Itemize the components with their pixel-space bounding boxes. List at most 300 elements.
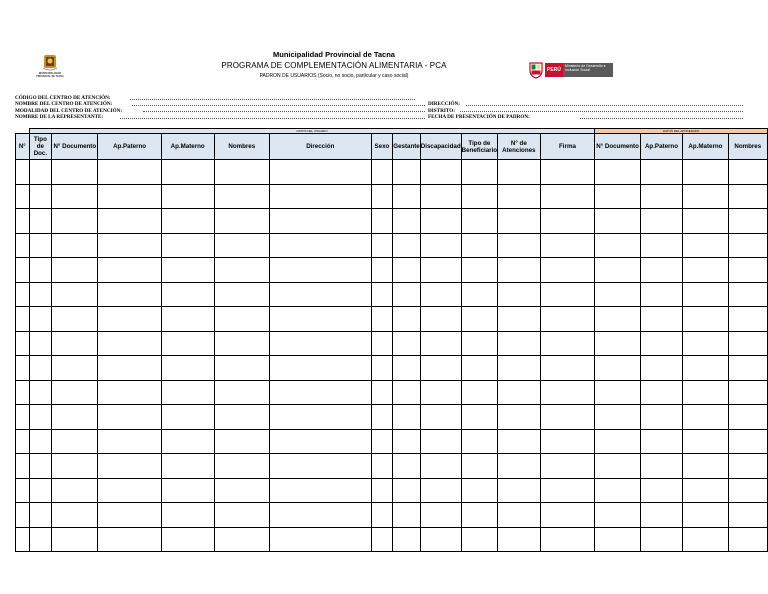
table-row xyxy=(16,160,768,185)
table-cell[interactable] xyxy=(214,405,269,430)
table-cell[interactable] xyxy=(595,233,640,258)
table-cell[interactable] xyxy=(52,429,98,454)
table-cell[interactable] xyxy=(461,160,497,185)
table-cell[interactable] xyxy=(52,503,98,528)
table-cell[interactable] xyxy=(371,209,393,234)
table-cell[interactable] xyxy=(461,233,497,258)
info-date-label: FECHA DE PRESENTACIÓN DE PADRON: xyxy=(428,114,530,121)
table-cell[interactable] xyxy=(214,331,269,356)
table-cell[interactable] xyxy=(269,356,371,381)
table-cell[interactable] xyxy=(640,307,682,332)
table-cell[interactable] xyxy=(393,356,420,381)
table-cell[interactable] xyxy=(683,233,728,258)
table-cell[interactable] xyxy=(595,454,640,479)
table-cell[interactable] xyxy=(640,184,682,209)
center-info-right xyxy=(428,95,530,121)
table-cell[interactable] xyxy=(595,184,640,209)
municipality-label: MUNICIPALIDAD xyxy=(38,71,62,75)
table-cell[interactable] xyxy=(728,331,767,356)
table-cell[interactable] xyxy=(16,258,30,283)
table-cell[interactable] xyxy=(683,527,728,552)
table-cell[interactable] xyxy=(683,405,728,430)
table-cell[interactable] xyxy=(640,527,682,552)
table-cell[interactable] xyxy=(640,282,682,307)
table-cell[interactable] xyxy=(393,307,420,332)
table-cell[interactable] xyxy=(393,478,420,503)
table-cell[interactable] xyxy=(595,478,640,503)
table-cell[interactable] xyxy=(371,331,393,356)
table-cell[interactable] xyxy=(214,184,269,209)
table-cell[interactable] xyxy=(540,160,595,185)
table-cell[interactable] xyxy=(540,380,595,405)
table-cell[interactable] xyxy=(461,356,497,381)
table-cell[interactable] xyxy=(29,503,52,528)
table-cell[interactable] xyxy=(52,356,98,381)
table-cell[interactable] xyxy=(98,503,161,528)
table-cell[interactable] xyxy=(98,527,161,552)
table-cell[interactable] xyxy=(29,331,52,356)
table-cell[interactable] xyxy=(420,331,461,356)
table-cell[interactable] xyxy=(420,380,461,405)
table-cell[interactable] xyxy=(161,282,214,307)
table-cell[interactable] xyxy=(371,380,393,405)
table-cell[interactable] xyxy=(683,478,728,503)
table-cell[interactable] xyxy=(595,209,640,234)
table-cell[interactable] xyxy=(498,405,541,430)
table-cell[interactable] xyxy=(393,454,420,479)
table-cell[interactable] xyxy=(29,184,52,209)
table-cell[interactable] xyxy=(29,405,52,430)
table-cell[interactable] xyxy=(16,405,30,430)
table-cell[interactable] xyxy=(461,307,497,332)
table-cell[interactable] xyxy=(728,380,767,405)
table-cell[interactable] xyxy=(393,527,420,552)
table-cell[interactable] xyxy=(683,307,728,332)
table-cell[interactable] xyxy=(161,380,214,405)
table-cell[interactable] xyxy=(269,527,371,552)
table-cell[interactable] xyxy=(540,356,595,381)
table-cell[interactable] xyxy=(540,184,595,209)
table-cell[interactable] xyxy=(461,503,497,528)
table-cell[interactable] xyxy=(640,331,682,356)
table-cell[interactable] xyxy=(98,282,161,307)
table-cell[interactable] xyxy=(540,331,595,356)
table-cell[interactable] xyxy=(98,454,161,479)
table-cell[interactable] xyxy=(595,331,640,356)
table-cell[interactable] xyxy=(52,380,98,405)
table-cell[interactable] xyxy=(461,405,497,430)
table-cell[interactable] xyxy=(640,478,682,503)
table-cell[interactable] xyxy=(98,233,161,258)
table-cell[interactable] xyxy=(214,429,269,454)
table-cell[interactable] xyxy=(683,429,728,454)
table-cell[interactable] xyxy=(161,209,214,234)
table-cell[interactable] xyxy=(29,307,52,332)
table-cell[interactable] xyxy=(269,454,371,479)
table-cell[interactable] xyxy=(640,405,682,430)
table-cell[interactable] xyxy=(16,356,30,381)
table-cell[interactable] xyxy=(16,184,30,209)
table-cell[interactable] xyxy=(269,380,371,405)
table-cell[interactable] xyxy=(683,331,728,356)
table-cell[interactable] xyxy=(461,258,497,283)
table-cell[interactable] xyxy=(371,478,393,503)
table-body xyxy=(16,160,768,552)
table-cell[interactable] xyxy=(214,160,269,185)
col-doc-type: Tipo de Doc. xyxy=(29,134,52,160)
table-cell[interactable] xyxy=(595,258,640,283)
table-cell[interactable] xyxy=(728,478,767,503)
table-cell[interactable] xyxy=(683,184,728,209)
table-cell[interactable] xyxy=(52,184,98,209)
table-cell[interactable] xyxy=(16,527,30,552)
table-cell[interactable] xyxy=(214,258,269,283)
table-cell[interactable] xyxy=(498,258,541,283)
table-cell[interactable] xyxy=(393,380,420,405)
table-cell[interactable] xyxy=(540,429,595,454)
info-district-label: DISTRITO: xyxy=(428,107,456,114)
table-cell[interactable] xyxy=(371,356,393,381)
table-cell[interactable] xyxy=(683,454,728,479)
table-cell[interactable] xyxy=(52,454,98,479)
col-apoderado-materno: Ap.Materno xyxy=(683,134,728,160)
table-cell[interactable] xyxy=(371,527,393,552)
table-cell[interactable] xyxy=(52,233,98,258)
table-cell[interactable] xyxy=(16,503,30,528)
table-cell[interactable] xyxy=(420,503,461,528)
table-cell[interactable] xyxy=(595,405,640,430)
table-cell[interactable] xyxy=(728,527,767,552)
table-cell[interactable] xyxy=(728,160,767,185)
table-cell[interactable] xyxy=(683,209,728,234)
table-cell[interactable] xyxy=(461,282,497,307)
table-cell[interactable] xyxy=(16,160,30,185)
table-cell[interactable] xyxy=(161,184,214,209)
table-cell[interactable] xyxy=(498,233,541,258)
table-cell[interactable] xyxy=(16,429,30,454)
table-cell[interactable] xyxy=(371,184,393,209)
table-cell[interactable] xyxy=(393,405,420,430)
table-cell[interactable] xyxy=(498,454,541,479)
table-cell[interactable] xyxy=(98,307,161,332)
table-cell[interactable] xyxy=(29,282,52,307)
table-cell[interactable] xyxy=(161,527,214,552)
table-cell[interactable] xyxy=(540,527,595,552)
table-cell[interactable] xyxy=(161,478,214,503)
table-cell[interactable] xyxy=(420,160,461,185)
table-cell[interactable] xyxy=(461,478,497,503)
table-cell[interactable] xyxy=(371,307,393,332)
table-cell[interactable] xyxy=(498,331,541,356)
table-cell[interactable] xyxy=(371,454,393,479)
table-cell[interactable] xyxy=(269,429,371,454)
table-cell[interactable] xyxy=(16,478,30,503)
table-cell[interactable] xyxy=(98,405,161,430)
table-cell[interactable] xyxy=(98,478,161,503)
center-info-left xyxy=(15,95,122,121)
table-cell[interactable] xyxy=(498,282,541,307)
table-cell[interactable] xyxy=(683,356,728,381)
table-cell[interactable] xyxy=(683,380,728,405)
table-cell[interactable] xyxy=(98,160,161,185)
org-name: Municipalidad Provincial de Tacna xyxy=(273,50,395,59)
table-cell[interactable] xyxy=(728,454,767,479)
table-cell[interactable] xyxy=(29,356,52,381)
table-cell[interactable] xyxy=(29,160,52,185)
ministry-logo xyxy=(529,61,615,79)
table-cell[interactable] xyxy=(595,307,640,332)
table-cell[interactable] xyxy=(52,209,98,234)
table-cell[interactable] xyxy=(16,209,30,234)
table-cell[interactable] xyxy=(420,233,461,258)
table-cell[interactable] xyxy=(540,405,595,430)
table-cell[interactable] xyxy=(214,356,269,381)
table-cell[interactable] xyxy=(461,380,497,405)
table-cell[interactable] xyxy=(161,503,214,528)
table-cell[interactable] xyxy=(728,405,767,430)
table-cell[interactable] xyxy=(393,331,420,356)
ministry-label: Ministerio de Desarrollo e Inclusión Social xyxy=(563,63,613,77)
col-nombres: Nombres xyxy=(214,134,269,160)
table-cell[interactable] xyxy=(269,478,371,503)
table-cell[interactable] xyxy=(498,503,541,528)
col-gestante: Gestante xyxy=(393,134,420,160)
table-cell[interactable] xyxy=(498,209,541,234)
table-cell[interactable] xyxy=(728,307,767,332)
table-cell[interactable] xyxy=(595,160,640,185)
table-cell[interactable] xyxy=(371,258,393,283)
table-cell[interactable] xyxy=(29,380,52,405)
table-cell[interactable] xyxy=(393,184,420,209)
table-cell[interactable] xyxy=(498,160,541,185)
table-cell[interactable] xyxy=(728,184,767,209)
table-cell[interactable] xyxy=(683,258,728,283)
table-cell[interactable] xyxy=(98,380,161,405)
table-cell[interactable] xyxy=(52,478,98,503)
info-date-line xyxy=(428,114,530,120)
table-cell[interactable] xyxy=(640,503,682,528)
table-cell[interactable] xyxy=(640,209,682,234)
table-cell[interactable] xyxy=(640,429,682,454)
table-cell[interactable] xyxy=(371,160,393,185)
table-cell[interactable] xyxy=(16,282,30,307)
table-cell[interactable] xyxy=(98,258,161,283)
table-cell[interactable] xyxy=(420,454,461,479)
table-cell[interactable] xyxy=(461,454,497,479)
table-cell[interactable] xyxy=(640,160,682,185)
table-cell[interactable] xyxy=(29,478,52,503)
table-cell[interactable] xyxy=(161,429,214,454)
table-cell[interactable] xyxy=(728,209,767,234)
table-cell[interactable] xyxy=(498,527,541,552)
table-cell[interactable] xyxy=(214,503,269,528)
table-cell[interactable] xyxy=(214,380,269,405)
table-cell[interactable] xyxy=(371,233,393,258)
table-cell[interactable] xyxy=(683,282,728,307)
table-cell[interactable] xyxy=(420,258,461,283)
table-cell[interactable] xyxy=(595,356,640,381)
table-cell[interactable] xyxy=(420,307,461,332)
table-cell[interactable] xyxy=(98,356,161,381)
table-cell[interactable] xyxy=(52,307,98,332)
col-apoderado-nombres: Nombres xyxy=(728,134,767,160)
table-cell[interactable] xyxy=(420,405,461,430)
info-modality-field xyxy=(143,111,425,112)
table-cell[interactable] xyxy=(640,258,682,283)
table-cell[interactable] xyxy=(420,478,461,503)
table-cell[interactable] xyxy=(52,331,98,356)
table-cell[interactable] xyxy=(728,233,767,258)
table-cell[interactable] xyxy=(29,258,52,283)
table-cell[interactable] xyxy=(595,503,640,528)
table-cell[interactable] xyxy=(498,356,541,381)
table-cell[interactable] xyxy=(214,527,269,552)
table-cell[interactable] xyxy=(269,331,371,356)
table-cell[interactable] xyxy=(540,209,595,234)
table-cell[interactable] xyxy=(498,307,541,332)
table-cell[interactable] xyxy=(16,233,30,258)
table-cell[interactable] xyxy=(269,282,371,307)
table-cell[interactable] xyxy=(461,527,497,552)
table-cell[interactable] xyxy=(640,454,682,479)
table-cell[interactable] xyxy=(269,209,371,234)
table-cell[interactable] xyxy=(269,503,371,528)
table-cell[interactable] xyxy=(371,282,393,307)
municipality-sublabel: PROVINCIAL DE TACNA xyxy=(36,75,64,79)
table-cell[interactable] xyxy=(540,258,595,283)
table-cell[interactable] xyxy=(393,503,420,528)
table-cell[interactable] xyxy=(269,160,371,185)
info-date-field xyxy=(580,118,743,119)
table-cell[interactable] xyxy=(540,282,595,307)
table-row xyxy=(16,380,768,405)
table-cell[interactable] xyxy=(728,356,767,381)
table-cell[interactable] xyxy=(161,258,214,283)
table-cell[interactable] xyxy=(393,258,420,283)
table-cell[interactable] xyxy=(98,331,161,356)
table-cell[interactable] xyxy=(595,380,640,405)
peru-shield-icon xyxy=(529,62,543,79)
table-cell[interactable] xyxy=(98,429,161,454)
table-cell[interactable] xyxy=(420,209,461,234)
table-cell[interactable] xyxy=(29,233,52,258)
table-cell[interactable] xyxy=(214,454,269,479)
table-cell[interactable] xyxy=(420,527,461,552)
table-cell[interactable] xyxy=(420,429,461,454)
table-cell[interactable] xyxy=(540,233,595,258)
table-cell[interactable] xyxy=(16,454,30,479)
table-cell[interactable] xyxy=(640,380,682,405)
table-cell[interactable] xyxy=(52,405,98,430)
table-cell[interactable] xyxy=(498,478,541,503)
table-cell[interactable] xyxy=(29,209,52,234)
table-cell[interactable] xyxy=(52,527,98,552)
table-cell[interactable] xyxy=(161,331,214,356)
table-cell[interactable] xyxy=(161,356,214,381)
table-cell[interactable] xyxy=(214,233,269,258)
table-cell[interactable] xyxy=(269,405,371,430)
table-cell[interactable] xyxy=(540,307,595,332)
table-cell[interactable] xyxy=(214,282,269,307)
table-cell[interactable] xyxy=(420,356,461,381)
table-cell[interactable] xyxy=(161,160,214,185)
table-cell[interactable] xyxy=(214,307,269,332)
table-cell[interactable] xyxy=(371,429,393,454)
group-apoderado: DATOS DEL APODERADO xyxy=(595,129,768,134)
table-cell[interactable] xyxy=(16,380,30,405)
table-cell[interactable] xyxy=(640,233,682,258)
table-cell[interactable] xyxy=(29,527,52,552)
table-cell[interactable] xyxy=(214,209,269,234)
table-cell[interactable] xyxy=(420,184,461,209)
table-cell[interactable] xyxy=(683,160,728,185)
table-cell[interactable] xyxy=(728,429,767,454)
table-cell[interactable] xyxy=(461,209,497,234)
table-cell[interactable] xyxy=(98,209,161,234)
table-cell[interactable] xyxy=(52,282,98,307)
table-cell[interactable] xyxy=(161,307,214,332)
table-cell[interactable] xyxy=(371,405,393,430)
table-cell[interactable] xyxy=(29,429,52,454)
table-cell[interactable] xyxy=(161,454,214,479)
table-cell[interactable] xyxy=(269,258,371,283)
table-cell[interactable] xyxy=(540,478,595,503)
info-code-field xyxy=(130,99,415,100)
table-cell[interactable] xyxy=(728,258,767,283)
table-cell[interactable] xyxy=(371,503,393,528)
table-cell[interactable] xyxy=(393,282,420,307)
col-number: N° xyxy=(16,134,30,160)
table-cell[interactable] xyxy=(461,429,497,454)
table-cell[interactable] xyxy=(269,233,371,258)
table-cell[interactable] xyxy=(595,282,640,307)
table-cell[interactable] xyxy=(461,331,497,356)
table-cell[interactable] xyxy=(728,282,767,307)
table-cell[interactable] xyxy=(269,307,371,332)
table-cell[interactable] xyxy=(683,503,728,528)
table-cell[interactable] xyxy=(595,429,640,454)
beneficiary-table xyxy=(15,128,768,552)
table-cell[interactable] xyxy=(595,527,640,552)
table-cell[interactable] xyxy=(393,429,420,454)
table-cell[interactable] xyxy=(393,233,420,258)
table-cell[interactable] xyxy=(540,454,595,479)
table-cell[interactable] xyxy=(461,184,497,209)
table-cell[interactable] xyxy=(52,160,98,185)
table-cell[interactable] xyxy=(540,503,595,528)
table-cell[interactable] xyxy=(269,184,371,209)
table-cell[interactable] xyxy=(16,331,30,356)
municipality-logo xyxy=(30,52,70,82)
table-cell[interactable] xyxy=(161,233,214,258)
table-cell[interactable] xyxy=(498,184,541,209)
table-cell[interactable] xyxy=(29,454,52,479)
col-tipo-beneficiario: Tipo de Beneficiario xyxy=(461,134,497,160)
table-cell[interactable] xyxy=(161,405,214,430)
table-cell[interactable] xyxy=(214,478,269,503)
table-cell[interactable] xyxy=(16,307,30,332)
info-rep-line xyxy=(15,114,122,120)
table-cell[interactable] xyxy=(98,184,161,209)
table-cell[interactable] xyxy=(52,258,98,283)
table-cell[interactable] xyxy=(393,209,420,234)
table-cell[interactable] xyxy=(420,282,461,307)
table-cell[interactable] xyxy=(640,356,682,381)
table-cell[interactable] xyxy=(498,429,541,454)
table-cell[interactable] xyxy=(728,503,767,528)
table-cell[interactable] xyxy=(393,160,420,185)
table-cell[interactable] xyxy=(498,380,541,405)
